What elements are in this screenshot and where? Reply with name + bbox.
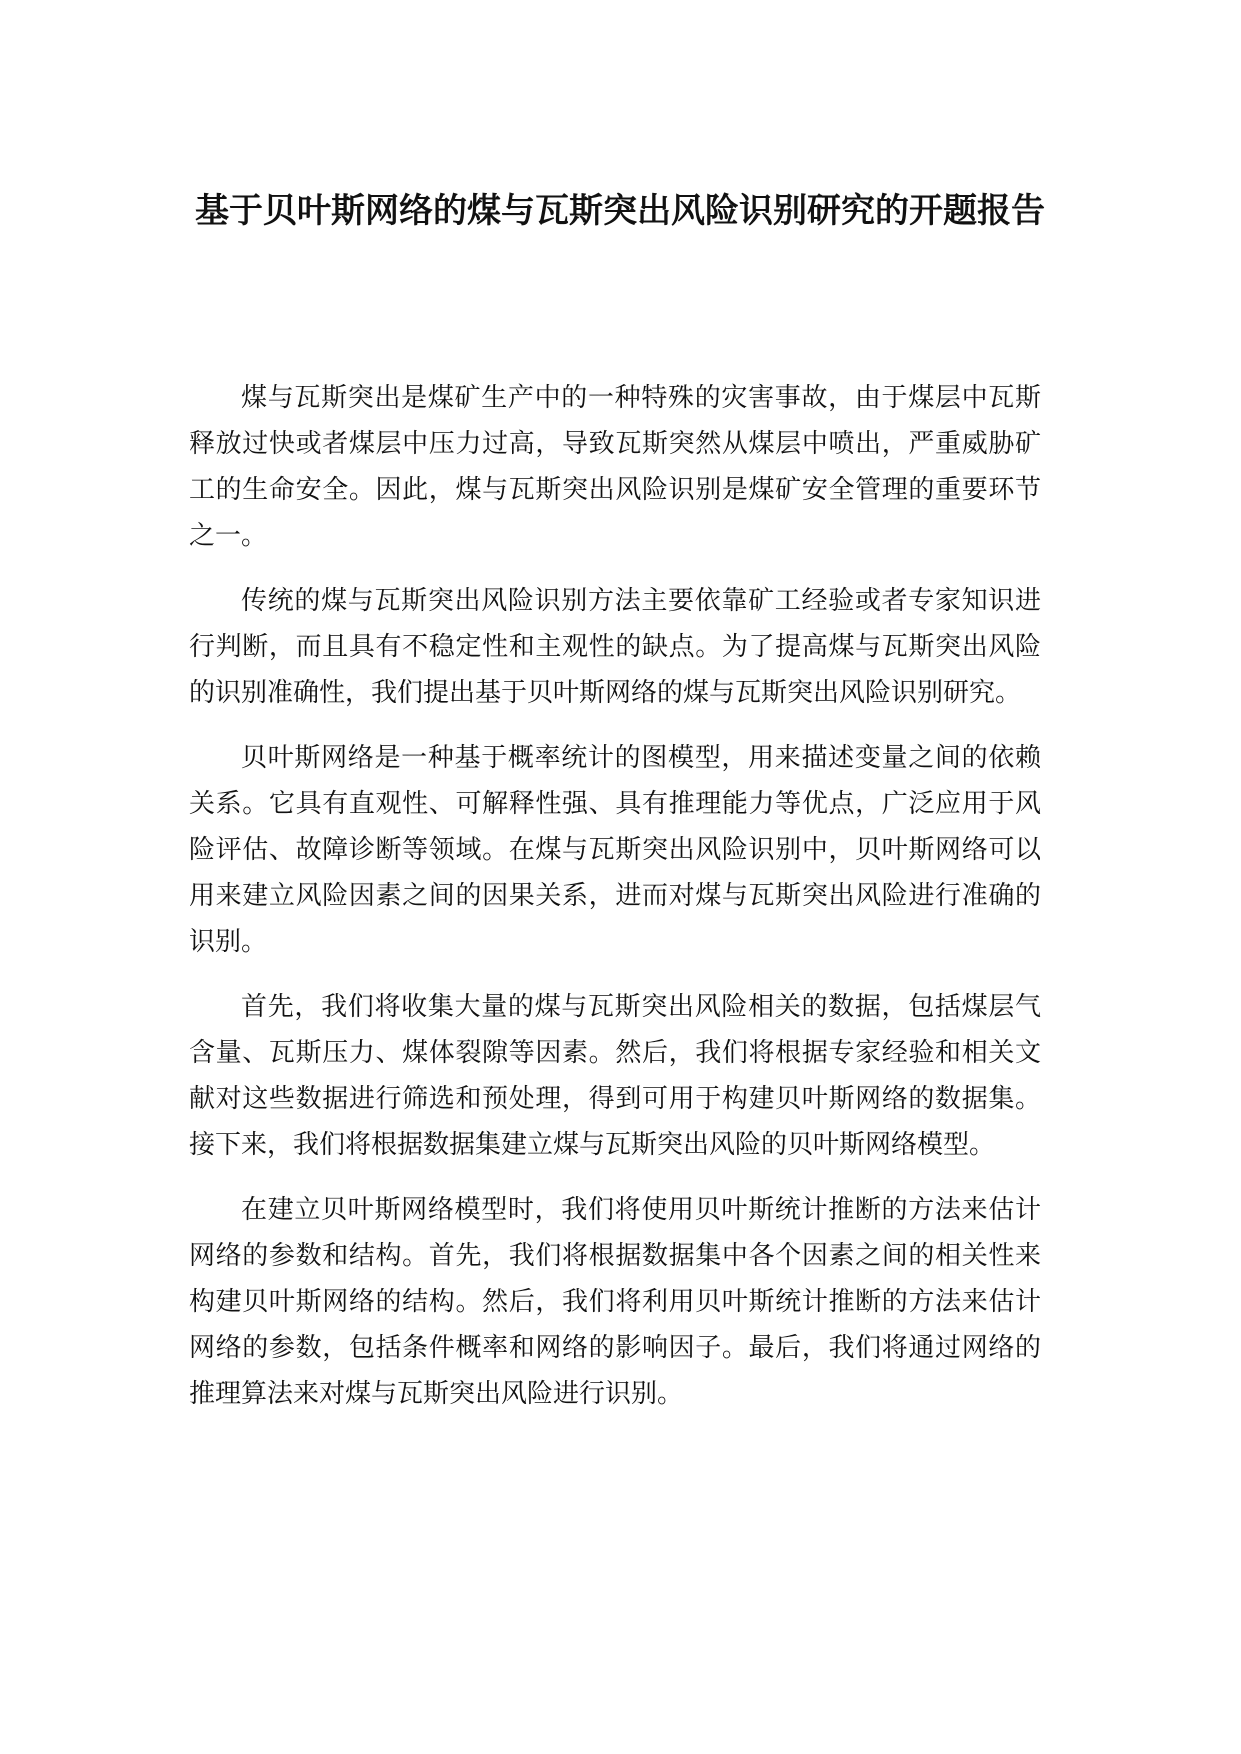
document-title: 基于贝叶斯网络的煤与瓦斯突出风险识别研究的开题报告	[195, 191, 1045, 231]
paragraph-3: 贝叶斯网络是一种基于概率统计的图模型，用来描述变量之间的依赖关系。它具有直观性、可解释性强、具有推理能力等优点，广泛应用于风险评估、故障诊断等领域。在煤与瓦斯突出风险识别中，贝叶斯网络可以用来建立风险因素之间的因果关系，进而对煤与瓦斯突出风险进行准确的识别。	[189, 743, 1041, 957]
document-body	[189, 375, 1041, 1436]
paragraph-1: 煤与瓦斯突出是煤矿生产中的一种特殊的灾害事故，由于煤层中瓦斯释放过快或者煤层中压力过高，导致瓦斯突然从煤层中喷出，严重威胁矿工的生命安全。因此，煤与瓦斯突出风险识别是煤矿安全管理的重要环节之一。	[189, 383, 1041, 551]
paragraph-4: 首先，我们将收集大量的煤与瓦斯突出风险相关的数据，包括煤层气含量、瓦斯压力、煤体裂隙等因素。然后，我们将根据专家经验和相关文献对这些数据进行筛选和预处理，得到可用于构建贝叶斯网络的数据集。接下来，我们将根据数据集建立煤与瓦斯突出风险的贝叶斯网络模型。	[189, 992, 1041, 1160]
paragraph-2: 传统的煤与瓦斯突出风险识别方法主要依靠矿工经验或者专家知识进行判断，而且具有不稳定性和主观性的缺点。为了提高煤与瓦斯突出风险的识别准确性，我们提出基于贝叶斯网络的煤与瓦斯突出风险识别研究。	[189, 586, 1041, 708]
paragraph-5: 在建立贝叶斯网络模型时，我们将使用贝叶斯统计推断的方法来估计网络的参数和结构。首先，我们将根据数据集中各个因素之间的相关性来构建贝叶斯网络的结构。然后，我们将利用贝叶斯统计推断的方法来估计网络的参数，包括条件概率和网络的影响因子。最后，我们将通过网络的推理算法来对煤与瓦斯突出风险进行识别。	[189, 1195, 1041, 1409]
